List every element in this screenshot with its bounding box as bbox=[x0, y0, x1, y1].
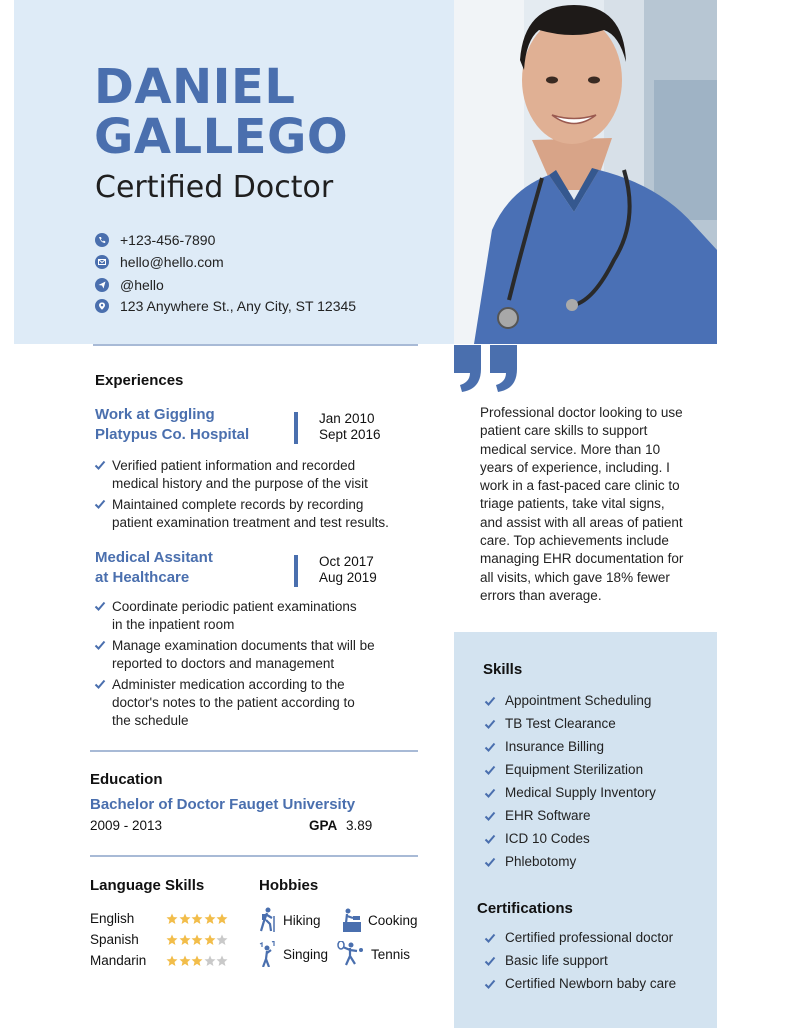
job-1-dates bbox=[319, 411, 381, 443]
summary-line: work in a fast-paced care clinic to bbox=[480, 478, 680, 494]
experiences-heading: Experiences bbox=[95, 372, 184, 389]
job-1-title-line2: Platypus Co. Hospital bbox=[95, 426, 250, 443]
skills-heading: Skills bbox=[483, 661, 523, 678]
education-years: 2009 - 2013 bbox=[90, 818, 163, 833]
check-icon bbox=[484, 833, 496, 845]
bullet-line: Administer medication according to the bbox=[112, 677, 345, 692]
summary-line: triage patients, take vital signs, bbox=[480, 496, 665, 512]
star-filled-icon bbox=[191, 934, 203, 946]
bullet-line: medical history and the purpose of the visit bbox=[112, 476, 368, 491]
education-heading: Education bbox=[90, 771, 163, 788]
hiking-icon bbox=[257, 907, 277, 933]
job-2-end: Aug 2019 bbox=[319, 570, 377, 585]
date-separator-bar bbox=[294, 555, 298, 587]
check-icon bbox=[484, 741, 496, 753]
profile-photo bbox=[454, 0, 717, 344]
email-text: hello@hello.com bbox=[120, 254, 224, 270]
skill-label: Appointment Scheduling bbox=[505, 693, 652, 708]
hobby-cooking bbox=[342, 907, 418, 933]
check-icon bbox=[484, 932, 496, 944]
summary-line: years of experience, including. I bbox=[480, 459, 670, 475]
summary-line: and assist with all areas of patient bbox=[480, 514, 683, 530]
cooking-icon bbox=[342, 907, 362, 933]
bullet-line: in the inpatient room bbox=[112, 617, 235, 632]
check-icon bbox=[484, 955, 496, 967]
check-icon bbox=[94, 678, 106, 690]
language-rating-stars bbox=[166, 913, 229, 925]
summary-line: errors than average. bbox=[480, 587, 602, 603]
hobby-tennis bbox=[337, 941, 410, 967]
language-name: Spanish bbox=[90, 932, 139, 947]
language-name: English bbox=[90, 911, 135, 926]
certification-label: Certified professional doctor bbox=[505, 930, 674, 945]
job-2-start: Oct 2017 bbox=[319, 554, 374, 569]
star-filled-icon bbox=[179, 913, 191, 925]
bullet-line: Coordinate periodic patient examinations bbox=[112, 599, 357, 614]
star-filled-icon bbox=[179, 934, 191, 946]
address-text: 123 Anywhere St., Any City, ST 12345 bbox=[120, 298, 357, 314]
hobby-singing bbox=[257, 941, 328, 967]
job-1-title bbox=[95, 405, 249, 445]
skill-item bbox=[484, 716, 616, 731]
location-icon bbox=[95, 299, 109, 313]
job-1-end: Sept 2016 bbox=[319, 427, 381, 442]
check-icon bbox=[484, 718, 496, 730]
star-filled-icon bbox=[166, 934, 178, 946]
name-first: DANIEL bbox=[94, 59, 296, 115]
bullet-line: reported to doctors and management bbox=[112, 656, 335, 671]
star-filled-icon bbox=[179, 955, 191, 967]
summary-line: medical service. More than 10 bbox=[480, 441, 661, 457]
star-empty-icon bbox=[216, 955, 228, 967]
bullet-line: doctor's notes to the patient according to bbox=[112, 695, 355, 710]
job-title: Certified Doctor bbox=[95, 170, 334, 205]
singing-icon bbox=[257, 941, 277, 967]
social-text: @hello bbox=[120, 277, 164, 293]
skill-item bbox=[484, 831, 590, 846]
job-2-title-line2: at Healthcare bbox=[95, 569, 190, 586]
bullet-line: patient examination treatment and test results. bbox=[112, 515, 389, 530]
check-icon bbox=[484, 978, 496, 990]
check-icon bbox=[94, 639, 106, 651]
check-icon bbox=[484, 787, 496, 799]
tennis-icon bbox=[337, 941, 365, 967]
doctor-portrait-image bbox=[454, 0, 717, 344]
divider bbox=[90, 855, 418, 857]
star-filled-icon bbox=[166, 955, 178, 967]
skill-item bbox=[484, 739, 604, 754]
check-icon bbox=[94, 459, 106, 471]
certification-label: Certified Newborn baby care bbox=[505, 976, 677, 991]
social-icon bbox=[95, 278, 109, 292]
bullet-line: the schedule bbox=[112, 713, 189, 728]
skill-item bbox=[484, 693, 651, 708]
phone-icon bbox=[95, 233, 109, 247]
job-2-bullet-3 bbox=[94, 676, 355, 730]
summary-line: care. Top achievements include bbox=[480, 533, 669, 549]
hobby-label: Singing bbox=[283, 946, 329, 962]
star-empty-icon bbox=[204, 955, 216, 967]
check-icon bbox=[94, 498, 106, 510]
bullet-line: Maintained complete records by recording bbox=[112, 497, 364, 512]
language-heading: Language Skills bbox=[90, 877, 205, 894]
check-icon bbox=[484, 856, 496, 868]
contact-email bbox=[95, 254, 224, 270]
skill-item bbox=[484, 854, 576, 869]
date-separator-bar bbox=[294, 412, 298, 444]
language-rating-stars bbox=[166, 955, 229, 967]
skill-item bbox=[484, 762, 643, 777]
job-1-title-line1: Work at Giggling bbox=[95, 406, 215, 423]
job-1-start: Jan 2010 bbox=[319, 411, 375, 426]
star-filled-icon bbox=[204, 934, 216, 946]
summary-line: patient care skills to support bbox=[480, 423, 648, 439]
check-icon bbox=[484, 764, 496, 776]
star-filled-icon bbox=[166, 913, 178, 925]
gpa-value: 3.89 bbox=[346, 818, 373, 833]
certification-item bbox=[484, 953, 608, 968]
job-2-dates bbox=[319, 554, 377, 586]
candidate-name bbox=[94, 59, 349, 165]
language-rating-stars bbox=[166, 934, 229, 946]
job-1-bullet-2 bbox=[94, 496, 389, 532]
skill-label: Medical Supply Inventory bbox=[505, 785, 656, 800]
hobby-label: Tennis bbox=[371, 946, 411, 962]
summary-line: Professional doctor looking to use bbox=[480, 405, 683, 420]
job-2-title bbox=[95, 548, 213, 588]
certification-item bbox=[484, 930, 673, 945]
quote-icon bbox=[454, 345, 520, 393]
skill-item bbox=[484, 808, 591, 823]
skill-label: TB Test Clearance bbox=[505, 716, 616, 731]
summary-line: all visits, which gave 18% fewer bbox=[480, 569, 670, 585]
check-icon bbox=[484, 695, 496, 707]
check-icon bbox=[484, 810, 496, 822]
check-icon bbox=[94, 600, 106, 612]
star-filled-icon bbox=[191, 913, 203, 925]
star-filled-icon bbox=[191, 955, 203, 967]
star-filled-icon bbox=[216, 913, 228, 925]
skill-label: ICD 10 Codes bbox=[505, 831, 590, 846]
skill-item bbox=[484, 785, 656, 800]
professional-summary bbox=[480, 404, 702, 605]
divider bbox=[93, 344, 418, 346]
gpa-label: GPA bbox=[309, 818, 338, 833]
skill-label: EHR Software bbox=[505, 808, 591, 823]
job-2-title-line1: Medical Assitant bbox=[95, 549, 213, 566]
hobbies-heading: Hobbies bbox=[259, 877, 319, 894]
hobby-hiking bbox=[257, 907, 321, 933]
star-empty-icon bbox=[216, 934, 228, 946]
job-2-bullet-2 bbox=[94, 637, 375, 673]
certification-item bbox=[484, 976, 676, 991]
skill-label: Equipment Sterilization bbox=[505, 762, 644, 777]
skill-label: Insurance Billing bbox=[505, 739, 605, 754]
certification-label: Basic life support bbox=[505, 953, 608, 968]
bullet-line: Verified patient information and recorded bbox=[112, 458, 356, 473]
skills-panel bbox=[454, 632, 717, 1028]
hobby-label: Cooking bbox=[368, 912, 418, 928]
divider bbox=[90, 750, 418, 752]
contact-phone bbox=[95, 232, 215, 248]
contact-address bbox=[95, 298, 356, 314]
summary-line: managing EHR documentation for bbox=[480, 551, 684, 567]
job-2-bullet-1 bbox=[94, 598, 357, 634]
hobby-label: Hiking bbox=[283, 912, 321, 928]
bullet-line: Manage examination documents that will be bbox=[112, 638, 375, 653]
education-degree: Bachelor of Doctor Fauget University bbox=[90, 796, 356, 813]
name-last: GALLEGO bbox=[94, 109, 349, 165]
contact-social bbox=[95, 277, 164, 293]
certifications-heading: Certifications bbox=[477, 900, 573, 917]
star-filled-icon bbox=[204, 913, 216, 925]
phone-text: +123-456-7890 bbox=[120, 232, 216, 248]
skill-label: Phlebotomy bbox=[505, 854, 577, 869]
language-name: Mandarin bbox=[90, 953, 147, 968]
job-1-bullet-1 bbox=[94, 457, 368, 493]
email-icon bbox=[95, 255, 109, 269]
